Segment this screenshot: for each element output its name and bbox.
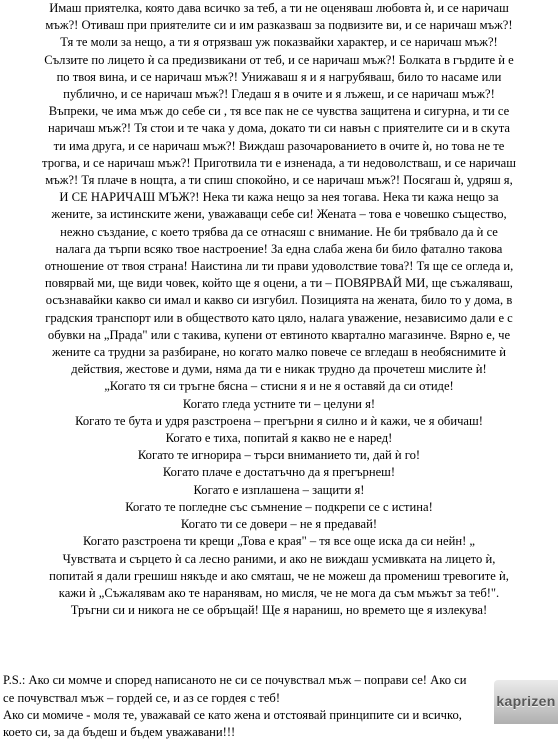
text-line: жените, за истинските жени, уважаващи себе си! Жената – това е човешко същество, (51, 207, 507, 222)
text-line: отношение от твоя страна! Наистина ли ти прави удоволствие това?! Тя ще се огледа и, (44, 259, 514, 274)
text-line: повярвай ми, ще види човек, който ще я оцени, а ти – ПОВЯРВАЙ МИ, ще съжаляваш, (45, 276, 513, 291)
text-line: И СЕ НАРИЧАШ МЪЖ?! Нека ти кажа нещо за нея тогава. Нека ти кажа нещо за (59, 190, 499, 205)
text-line: попитай я дали грешиш някъде и ако смяташ, че не можеш да промениш тревогите ѝ, (49, 568, 509, 583)
text-line: Когато разстроена ти крещи „Това е края" – тя все още иска да си нейн! „ (82, 534, 476, 549)
text-line: наричаш мъж?! Тя стои и те чака у дома, докато ти си навън с приятелите си и в скута (47, 121, 511, 136)
text-line: градския транспорт или в обществото като цяло, налага уважение, независимо дали е с (45, 310, 513, 325)
main-text (3, 0, 555, 619)
text-line: по твоя вина, и се наричаш мъж?! Унижаваш я и я нагрубяваш, било то насаме или (56, 69, 502, 84)
text-line: Когато ти се довери – не я предавай! (180, 517, 378, 532)
text-line: Тръгни си и никога не се обръщай! Ще я нараниш, но времето ще я излекува! (70, 603, 488, 618)
text-line: Чувствата и сърцето ѝ са лесно раними, и ако не виждаш усмивката на лицето ѝ, (62, 551, 496, 566)
text-line: Когато те игнорира – търси вниманието ти, дай ѝ го! (137, 448, 421, 463)
text-line: Когато е тиха, попитай я какво не е наред! (165, 431, 393, 446)
text-line: кажи ѝ „Съжалявам ако те наранявам, но мисля, че не мога да съм мъжът за теб!". (58, 585, 500, 600)
text-line: мъж?! Отиваш при приятелите си и им разказваш за подвизите ви, и се наричаш мъж?! (45, 18, 513, 33)
text-line: налага да търпи всяко твое настроение! За една слаба жена би било фатално такова (55, 241, 503, 256)
text-line: Сълзите по лицето ѝ са предизвикани от теб, и се наричаш мъж?! Болката в гърдите ѝ е (44, 52, 514, 67)
text-line: Имаш приятелка, която дава всичко за теб, а ти не оценяваш любовта ѝ, и се наричаш (49, 1, 509, 15)
ps-line: P.S.: Ако си момче и според написаното не си се почувствал мъж – поправи се! Ако си (3, 673, 467, 688)
ps-line: което си, за да бъдеш и бъдем уважавани!!! (3, 724, 236, 739)
watermark-text: kaprizen (496, 693, 556, 710)
text-line: осъзнавайки какво си имал и какво си изгубил. Позицията на жената, било то у дома, в (45, 293, 513, 308)
text-line: Когато плаче е достатъчно да я прегърнеш! (162, 465, 396, 480)
text-line: Когато те бута и удря разстроена – прегърни я силно и ѝ кажи, че я обичаш! (75, 413, 483, 428)
text-line: Въпреки, че има мъж до себе си , тя все пак не се чувства защитена и сигурна, и ти се (48, 104, 510, 119)
text-line: мъж?! Тя плаче в нощта, а ти спиш спокойно, и се наричаш мъж?! Посягаш ѝ, удряш я, (45, 173, 513, 188)
text-line: Когато гледа устните ти – целуни я! (182, 396, 376, 411)
text-line: обувки на „Прада" или с такива, купени от евтиното квартално магазинче. Вярно е, че (47, 327, 511, 342)
text-line: ти има друга, и се наричаш мъж?! Виждаш разочарованието в очите ѝ, но това не те (53, 138, 505, 153)
text-line: жените са трудни за разбиране, но когато малко повече се вгледаш в необяснимите ѝ (52, 345, 506, 360)
text-line: „Когато тя си тръгне бясна – стисни я и не я оставяй да си отиде! (104, 379, 454, 394)
text-line: действия, жестове и думи, няма да ти е никак трудно да прочетеш мислите ѝ! (71, 362, 487, 377)
watermark-logo (494, 680, 558, 724)
document (3, 0, 555, 741)
ps-line: се почувствал мъж – гордей се, и аз се гордея с теб! (3, 690, 281, 705)
text-line: публично, и се наричаш мъж?! Гледаш я в очите и я лъжеш, и се наричаш мъж?! (63, 87, 495, 102)
text-line: Тя те моли за нещо, а ти я отрязваш уж показвайки характер, и се наричаш мъж?! (60, 35, 498, 50)
text-line: Когато те погледне със съмнение – подкрепи се с истина! (125, 499, 433, 514)
text-line: трогва, и се наричаш мъж?! Приготвила ти е изненада, а ти недоволстваш, и се наричаш (42, 155, 516, 170)
text-line: нежно създание, с което трябва да се отнасяш с внимание. Не би трябвало да ѝ се (60, 224, 498, 239)
postscript (3, 672, 555, 741)
text-line: Когато е изплашена – защити я! (193, 482, 365, 497)
ps-line: Ако си момиче - моля те, уважавай се като жена и отстоявай принципите си и всичко, (3, 707, 462, 722)
